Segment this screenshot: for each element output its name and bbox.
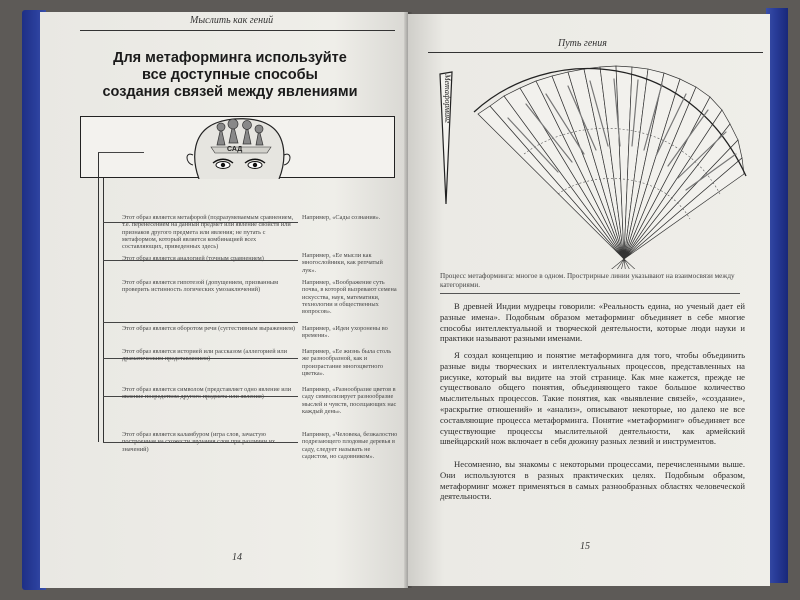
title-line-2: все доступные способы [142,67,318,83]
row-6-example: Например, «Разнообразие цветов в саду символизирует разнообразие мыслей и чувств, посещающих нас каждый день». [302,386,397,415]
tree-branch-3 [103,322,298,323]
figure-caption: Процесс метаформинга: многое в одном. Прострирные линии указывают на взаимосвязи между категориями. [440,272,735,289]
face-illustration-box [80,116,395,178]
row-1-description: Этот образ является метафорой (подразумеваемым сравнением, т.е. перенесением на данный предмет или явление свойств или признаков другого предмета или явления; не путать с метаформом, который является комбинацией всех составляющих, приведенных здесь) [122,214,294,251]
row-3-example: Например, «Воображение суть почва, в которой вызревают семена искусства, наук, математики, технологии и общественных вопросов». [302,279,397,316]
row-2-example: Например, «Ее мысли как многослойники, как репчатый лук». [302,252,383,274]
left-running-head: Мыслить как гений [190,15,274,26]
row-2-description: Этот образ является аналогией (точным сравнением) [122,255,264,262]
left-page-title [80,50,380,101]
row-5-example: Например, «Ее жизнь была столь же разнообразной, как и произрастание многоцветного цветка». [302,348,392,377]
stick-label: Метаформинг [443,74,452,124]
left-page-number: 14 [232,552,242,563]
title-line-3: создания связей между явлениями [102,84,358,100]
row-6-description: Этот образ является символом (представляет одно явление или явление посредством другого предмета или явления) [122,386,292,401]
left-head-rule [80,30,395,31]
title-line-1: Для метаформинга используйте [113,50,347,66]
paragraph-3: Несомненно, вы знакомы с некоторыми процессами, перечисленными выше. Они используются в разных практических целях. Подобным образом, метаформинг может применяться в самых разнообразных областях человеческой деятельности. [440,459,745,502]
row-3-description: Этот образ является гипотезой (допущением, призванным проверить истинность логических умозаключений) [122,279,279,294]
figure-label-sad: САД [227,146,243,153]
row-1-example: Например, «Сады сознания». [302,214,381,221]
fan-illustration [428,54,768,269]
right-running-head: Путь гения [558,38,607,49]
paragraph-2: Я создал концепцию и понятие метаформинга для того, чтобы объединить разные виды творческих и интеллектуальных процессов, представленных на рисунке, который вы видите на этой странице. Как мне кажется, прежде не существовало общего понятия, объединяющего такое большое количество мыслительных процессов. Такие понятия, как «выявление связей», «создание», «раскрытие отношений» и «анализ», описывают некоторые, но далеко не все составляющие процесса метаформинга. Понятие «метаформинг» объединяет все существующие процессы мыслительной деятельности, как армейский швейцарский нож включает в себя дюжину разных лезвий и инструментов. [440,350,745,447]
row-5-description: Этот образ является историей или рассказом (аллегорией или драматическим представлением) [122,348,288,363]
caption-rule [440,293,740,294]
row-4-example: Например, «Идеи ухоронены во времени». [302,325,388,340]
right-head-rule [428,52,763,53]
right-page-number: 15 [580,541,590,552]
left-page [40,12,408,588]
paragraph-1: В древней Индии мудрецы говорили: «Реальность едина, но ученый дает ей разные имена». Подобным образом метаформинг объединяет в себе многие способы интеллектуальной и творческой деятельности, которые люди науки и практики называют разными именами. [440,301,745,344]
tree-connector-top [98,152,144,153]
row-4-description: Этот образ является оборотом речи (суггестивным выражением) [122,325,296,332]
tree-trunk [98,152,99,442]
tree-trunk-inner [103,178,104,442]
row-7-description: Этот образ является каламбуром (игра слов, зачастую построенная на схожести звучания слов при различии их значений) [122,431,276,453]
right-page [408,14,770,586]
row-7-example: Например, «Человека, безжалостно подрезающего плодовые деревья в саду, следует называть не садистом, но садовником». [302,431,398,460]
